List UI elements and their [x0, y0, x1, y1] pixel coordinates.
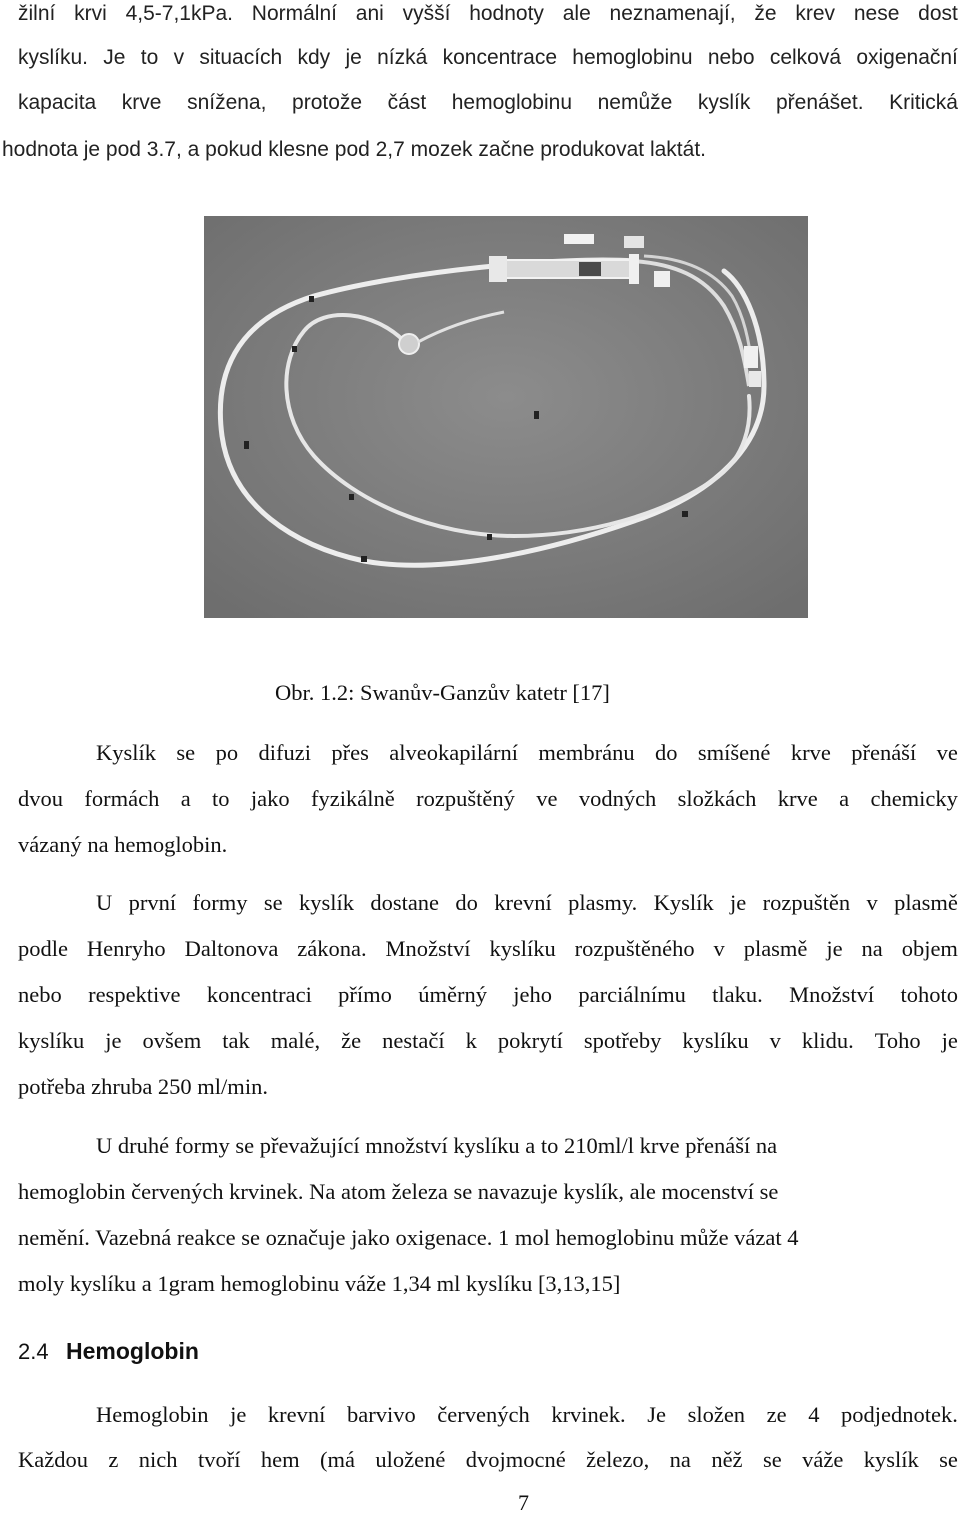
catheter-photo: [204, 216, 808, 618]
paragraph2-line-5: potřeba zhruba 250 ml/min.: [18, 1074, 268, 1099]
catheter-illustration: [204, 216, 808, 618]
paragraph1-line-2: dvou formách a to jako fyzikálně rozpuštěný ve vodných složkách krve a chemicky: [18, 786, 958, 811]
paragraph2-line-3: nebo respektive koncentraci přímo úměrný jeho parciálnímu tlaku. Množství tohoto: [18, 982, 958, 1007]
paragraph2-line-1: U první formy se kyslík dostane do krevní plasmy. Kyslík je rozpuštěn v plasmě: [96, 890, 958, 915]
paragraph3-line-4: moly kyslíku a 1gram hemoglobinu váže 1,34 ml kyslíku [3,13,15]: [18, 1271, 621, 1296]
paragraph2-line-2: podle Henryho Daltonova zákona. Množství kyslíku rozpuštěného v plasmě je na objem: [18, 936, 958, 961]
top-paragraph-line-3: kapacita krve snížena, protože část hemoglobinu nemůže kyslík přenášet. Kritická: [18, 91, 958, 114]
top-paragraph-line-1: žilní krvi 4,5-7,1kPa. Normální ani vyšší hodnoty ale neznamenají, že krev nese dost: [18, 2, 958, 25]
paragraph2-line-4: kyslíku je ovšem tak malé, že nestačí k pokrytí spotřeby kyslíku v klidu. Toho je: [18, 1028, 958, 1053]
paragraph1-line-1: Kyslík se po difuzi přes alveokapilární membránu do smíšené krve přenáší ve: [96, 740, 958, 765]
top-paragraph-line-4: hodnota je pod 3.7, a pokud klesne pod 2,7 mozek začne produkovat laktát.: [2, 138, 706, 161]
figure-caption: Obr. 1.2: Swanův-Ganzův katetr [17]: [275, 680, 610, 705]
paragraph3-line-2: hemoglobin červených krvinek. Na atom železa se navazuje kyslík, ale mocenství se: [18, 1179, 779, 1204]
paragraph1-line-3: vázaný na hemoglobin.: [18, 832, 228, 857]
paragraph4-line-2: Každou z nich tvoří hem (má uložené dvojmocné železo, na něž se váže kyslík se: [18, 1447, 958, 1472]
paragraph3-line-1: U druhé formy se převažující množství kyslíku a to 210ml/l krve přenáší na: [96, 1133, 778, 1158]
paragraph4-line-1: Hemoglobin je krevní barvivo červených krvinek. Je složen ze 4 podjednotek.: [96, 1402, 958, 1427]
section-number: 2.4: [18, 1339, 49, 1364]
top-paragraph-line-2: kyslíku. Je to v situacích kdy je nízká koncentrace hemoglobinu nebo celková oxigenační: [18, 46, 958, 69]
paragraph3-line-3: nemění. Vazebná reakce se označuje jako oxigenace. 1 mol hemoglobinu může vázat 4: [18, 1225, 799, 1250]
section-title: Hemoglobin: [66, 1338, 199, 1364]
page-number: 7: [518, 1490, 529, 1515]
